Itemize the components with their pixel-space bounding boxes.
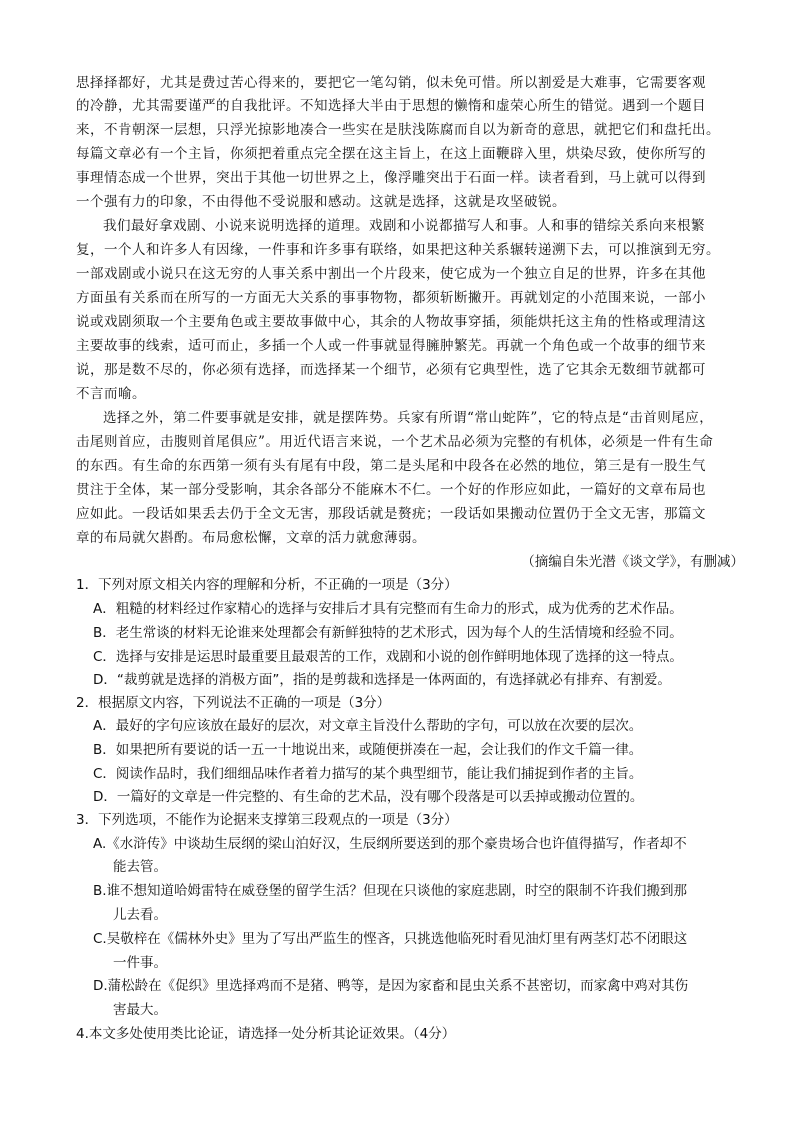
- option-c: C．选择与安排是运思时最重要且最艰苦的工作，戏剧和小说的创作鲜明地体现了选择的这一特点。: [93, 649, 683, 665]
- option-b: B．老生常谈的材料无论谁来处理都会有新鲜独特的艺术形式，因为每个人的生活情境和经验不同。: [93, 625, 683, 641]
- option-d: D．一篇好的文章是一件完整的、有生命的艺术品，没有哪个段落是可以丢掉或搬动位置的。: [93, 789, 644, 805]
- passage-line: 击尾则首应，击腹则首尾俱应”。用近代语言来说，一个艺术品必须为完整的有机体，必须是一件有生命: [76, 434, 714, 450]
- passage-line: 思择择都好，尤其是费过苦心得来的，要把它一笔勾销，似未免可惜。所以割爱是大难事，它需要客观: [76, 75, 706, 91]
- passage-line: 贯注于全体，某一部分受影响，其余各部分不能麻木不仁。一个好的作形应如此，一篇好的文章布局也: [76, 482, 706, 498]
- option-c-cont: 一件事。: [113, 955, 167, 971]
- question-stem: 2．根据原文内容，下列说法不正确的一项是（3分）: [76, 695, 391, 711]
- passage-line: 来，不肯朝深一层想，只浮光掠影地凑合一些实在是肤浅陈腐而自以为新奇的意思，就把它们和盘托出。: [76, 122, 720, 138]
- option-d-cont: 害最大。: [113, 1002, 167, 1018]
- passage-line: 一部戏剧或小说只在这无穷的人事关系中割出一个片段来，使它成为一个独立自足的世界，许多在其他: [76, 266, 706, 282]
- passage-line: 一个强有力的印象，不由得他不受说服和感动。这就是选择，这就是攻坚破锐。: [76, 194, 566, 210]
- option-a: A．粗糙的材料经过作家精心的选择与安排后才具有完整而有生命力的形式，成为优秀的艺术作品。: [93, 601, 683, 617]
- passage-line: 选择之外，第二件要事就是安排，就是摆阵势。兵家有所谓“常山蛇阵”，它的特点是“击首则尾应，: [103, 410, 714, 426]
- option-c: C.吴敬梓在《儒林外史》里为了写出严监生的悭吝，只挑选他临死时看见油灯里有两茎灯芯不闭眼这: [93, 931, 688, 947]
- option-a-cont: 能去管。: [113, 859, 167, 875]
- option-a: A．最好的字句应该放在最好的层次，对文章主旨没什么帮助的字句，可以放在次要的层次。: [93, 718, 643, 734]
- passage-line: 的冷静，尤其需要谨严的自我批评。不知选择大半由于思想的懒惰和虚荣心所生的错觉。遇到一个题目: [76, 98, 706, 114]
- option-d: D.蒲松龄在《促织》里选择鸡而不是猪、鸭等，是因为家畜和昆虫关系不甚密切，而家禽中鸡对其伤: [93, 978, 689, 994]
- option-a: A.《水浒传》中谈劫生辰纲的梁山泊好汉，生辰纲所要送到的那个豪贵场合也许值得描写，作者却不: [93, 836, 687, 852]
- option-d: D．“裁剪就是选择的消极方面”，指的是剪裁和选择是一体两面的，有选择就必有排弃、有割爱。: [93, 672, 671, 688]
- passage-line: 说，那是数不尽的，你必须有选择，而选择某一个细节，必须有它典型性，选了它其余无数细节就都可: [76, 362, 706, 378]
- passage-line: 每篇文章必有一个主旨，你须把着重点完全摆在这主旨上，在这上面鞭辟入里，烘染尽致，使你所写的: [76, 146, 706, 162]
- option-b-cont: 儿去看。: [113, 907, 167, 923]
- passage-line: 说或戏剧须取一个主要角色或主要故事做中心，其余的人物故事穿插，须能烘托这主角的性格或理清这: [76, 314, 706, 330]
- passage-line: 不言而喻。: [76, 386, 146, 402]
- option-b: B．如果把所有要说的话一五一十地说出来，或随便拼凑在一起，会让我们的作文千篇一律。: [93, 742, 643, 758]
- question-stem: 1．下列对原文相关内容的理解和分析，不正确的一项是（3分）: [76, 577, 458, 593]
- option-c: C．阅读作品时，我们细细品味作者着力描写的某个典型细节，能让我们捕捉到作者的主旨。: [93, 766, 643, 782]
- passage-line: 的东西。有生命的东西第一须有头有尾有中段，第二是头尾和中段各在必然的地位，第三是有一股生气: [76, 458, 706, 474]
- option-b: B.谁不想知道哈姆雷特在威登堡的留学生活？但现在只谈他的家庭悲剧，时空的限制不许我们搬到那: [93, 883, 688, 899]
- question-stem: 3．下列选项，不能作为论据来支撑第三段观点的一项是（3分）: [76, 812, 458, 828]
- question-stem: 4.本文多处使用类比论证，请选择一处分析其论证效果。（4分）: [76, 1026, 456, 1042]
- passage-line: 复，一个人和许多人有因缘，一件事和许多事有联络，如果把这种关系辗转递溯下去，可以推演到无穷。: [76, 242, 720, 258]
- passage-line: 我们最好拿戏剧、小说来说明选择的道理。戏剧和小说都描写人和事。人和事的错综关系向来根繁: [103, 218, 705, 234]
- passage-line: 章的布局就欠斟酌。布局愈松懈，文章的活力就愈薄弱。: [76, 530, 426, 546]
- passage-line: 事理情态成一个世界，突出于其他一切世界之上，像浮雕突出于石面一样。读者看到，马上就可以得到: [76, 170, 706, 186]
- passage-line: 方面虽有关系而在所写的一方面无大关系的事事物物，都须斩断撇开。再就划定的小范围来说，一部小: [76, 290, 706, 306]
- passage-line: 应如此。一段话如果丢去仍于全文无害，那段话就是赘疣；一段话如果搬动位置仍于全文无害，那篇文: [76, 506, 706, 522]
- passage-line: 主要故事的线索，适可而止，多插一个人或一件事就显得臃肿繁芜。再就一个角色或一个故事的细节来: [76, 338, 706, 354]
- passage-source: （摘编自朱光潜《谈文学》，有删减）: [521, 554, 744, 570]
